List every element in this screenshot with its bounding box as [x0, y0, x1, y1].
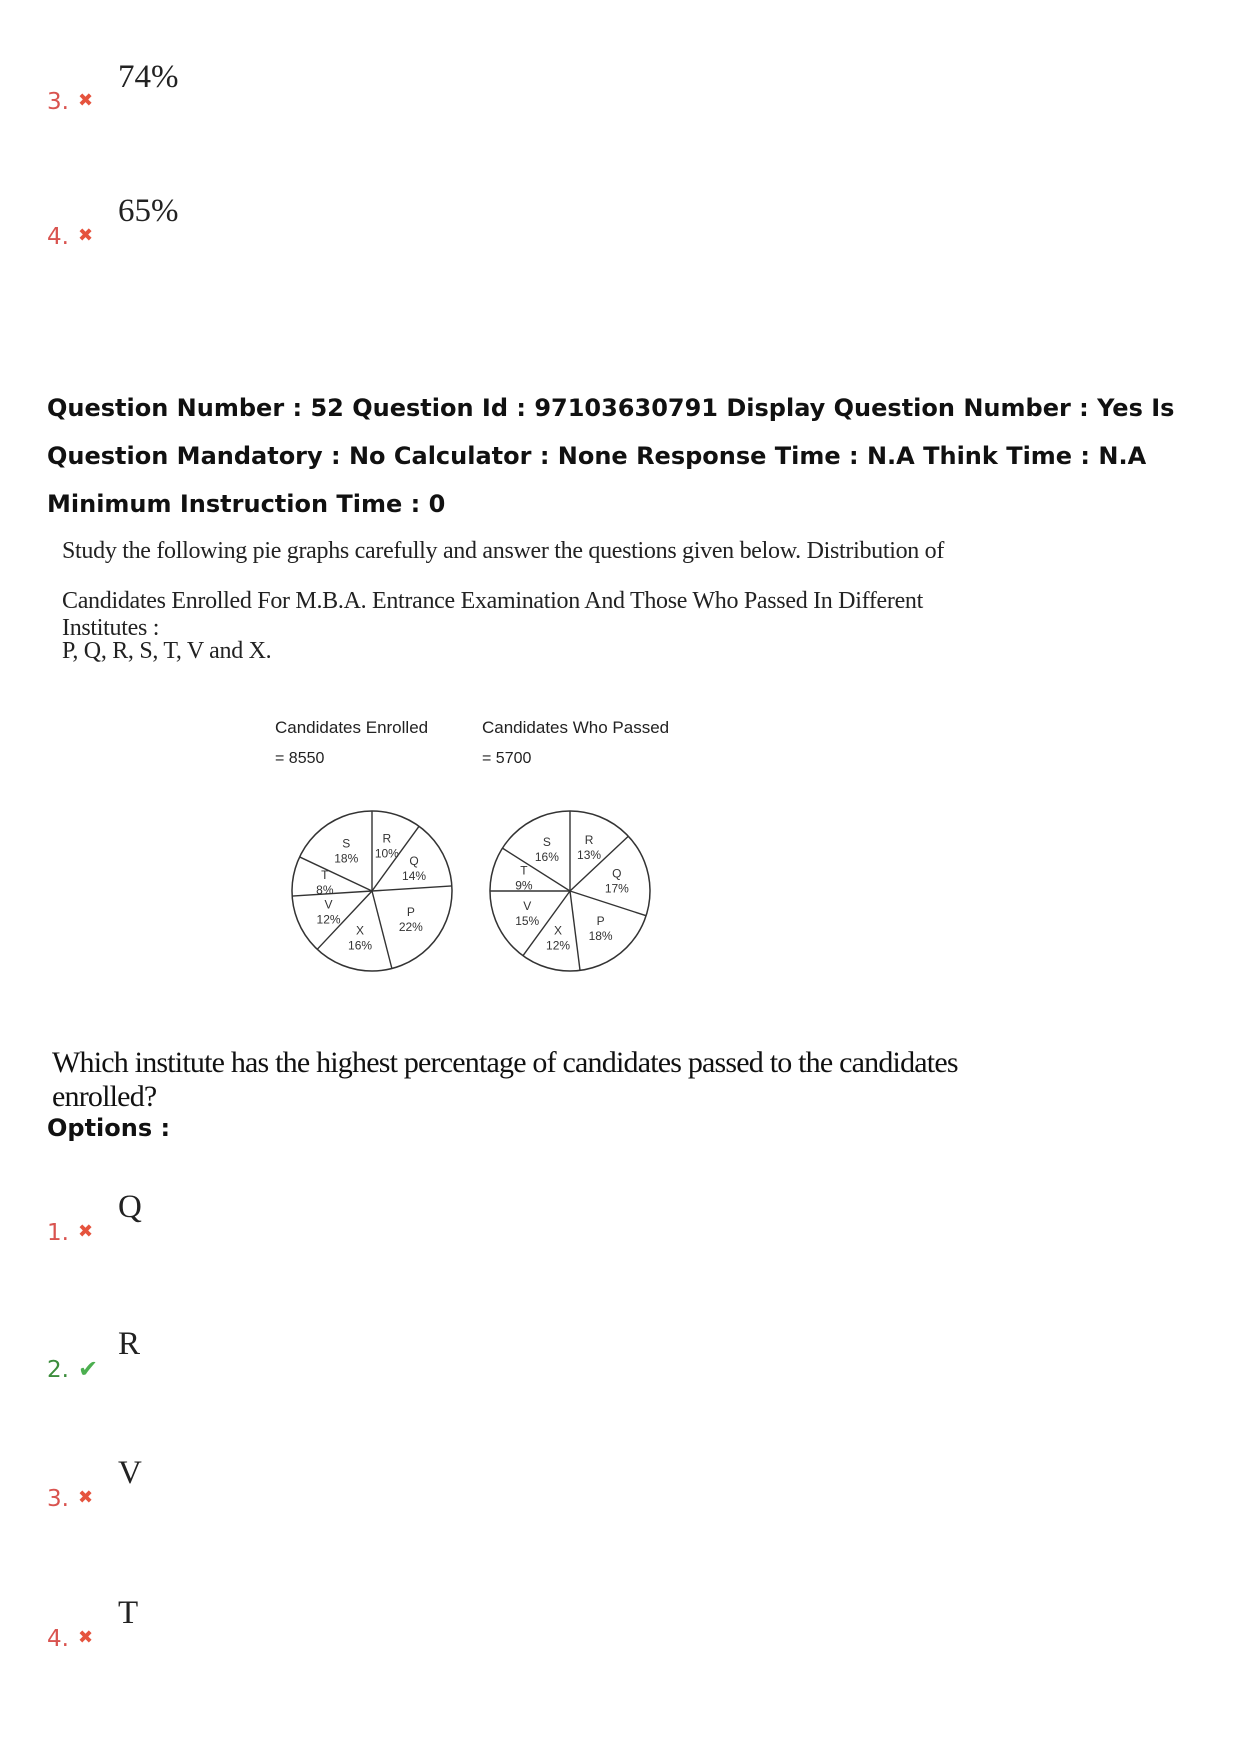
cross-icon: ✖ — [78, 1627, 94, 1648]
question-meta: Question Number : 52 Question Id : 97103630791 Display Question Number : Yes Is Question Mandatory : No Calculator : None Response Time : N.A Think Time : N.A Minimum Instruction Time : 0 — [47, 394, 1175, 518]
option-number: 3. — [47, 1486, 69, 1512]
cross-icon: ✖ — [78, 225, 94, 246]
option-number: 3. — [47, 89, 69, 115]
slice-label: Q — [409, 853, 419, 868]
slice-label: S — [542, 834, 551, 849]
slice-value-label: 16% — [534, 849, 559, 864]
check-icon: ✔ — [78, 1355, 99, 1383]
option-text: V — [118, 1455, 142, 1491]
option-3[interactable] — [47, 1452, 647, 1512]
slice-value-label: 13% — [577, 847, 602, 862]
instruction-line-1: Study the following pie graphs carefully and answer the questions given below. Distribution of — [62, 538, 945, 564]
cross-icon: ✖ — [78, 1487, 94, 1508]
cross-icon: ✖ — [78, 1221, 94, 1242]
option-2[interactable] — [47, 1323, 647, 1383]
slice-label: S — [342, 836, 351, 851]
slice-value-label: 16% — [348, 938, 373, 953]
slice-label: T — [321, 868, 329, 883]
option-text: Q — [118, 1189, 142, 1225]
slice-value-label: 18% — [334, 851, 359, 866]
prev-option-4[interactable] — [47, 190, 647, 250]
chart-total: = 8550 — [275, 750, 325, 767]
chart-title: Candidates Who Passed — [482, 718, 670, 737]
slice-label: T — [520, 863, 528, 878]
slice-value-label: 9% — [515, 878, 533, 893]
chart-total: = 5700 — [482, 750, 532, 767]
option-text: T — [118, 1595, 139, 1631]
pie-charts-figure — [260, 705, 700, 1015]
option-text: 74% — [118, 59, 179, 95]
slice-value-label: 22% — [398, 920, 423, 935]
options-label: Options : — [47, 1114, 171, 1142]
slice-label: X — [554, 923, 563, 938]
slice-value-label: 17% — [604, 881, 629, 896]
option-1[interactable] — [47, 1186, 647, 1246]
slice-value-label: 8% — [316, 883, 334, 898]
slice-value-label: 15% — [515, 913, 540, 928]
slice-value-label: 14% — [402, 868, 427, 883]
slice-label: Q — [612, 866, 622, 881]
slice-label: R — [382, 831, 392, 846]
cross-icon: ✖ — [78, 90, 94, 111]
slice-label: P — [596, 913, 605, 928]
slice-label: X — [356, 923, 365, 938]
pie-chart-passed — [482, 718, 669, 971]
slice-label: V — [523, 898, 532, 913]
option-text: R — [118, 1326, 141, 1362]
slice-value-label: 10% — [374, 846, 399, 861]
option-number: 2. — [47, 1357, 69, 1383]
prev-option-3[interactable] — [47, 55, 647, 115]
instruction-line-3: P, Q, R, S, T, V and X. — [62, 638, 272, 664]
option-number: 4. — [47, 1626, 69, 1652]
pie-chart-enrolled — [275, 718, 452, 971]
slice-value-label: 12% — [546, 938, 571, 953]
chart-title: Candidates Enrolled — [275, 718, 429, 737]
instruction-line-2: Candidates Enrolled For M.B.A. Entrance Examination And Those Who Passed In Different Institutes : — [62, 588, 924, 641]
slice-label: R — [584, 832, 594, 847]
option-number: 4. — [47, 224, 69, 250]
option-4[interactable] — [47, 1592, 647, 1652]
slice-value-label: 18% — [588, 928, 613, 943]
slice-value-label: 12% — [316, 912, 341, 927]
option-number: 1. — [47, 1220, 69, 1246]
slice-label: P — [406, 905, 415, 920]
question-stem: Which institute has the highest percentage of candidates passed to the candidates enrolled? — [52, 1046, 958, 1113]
slice-label: V — [324, 897, 333, 912]
option-text: 65% — [118, 193, 179, 229]
